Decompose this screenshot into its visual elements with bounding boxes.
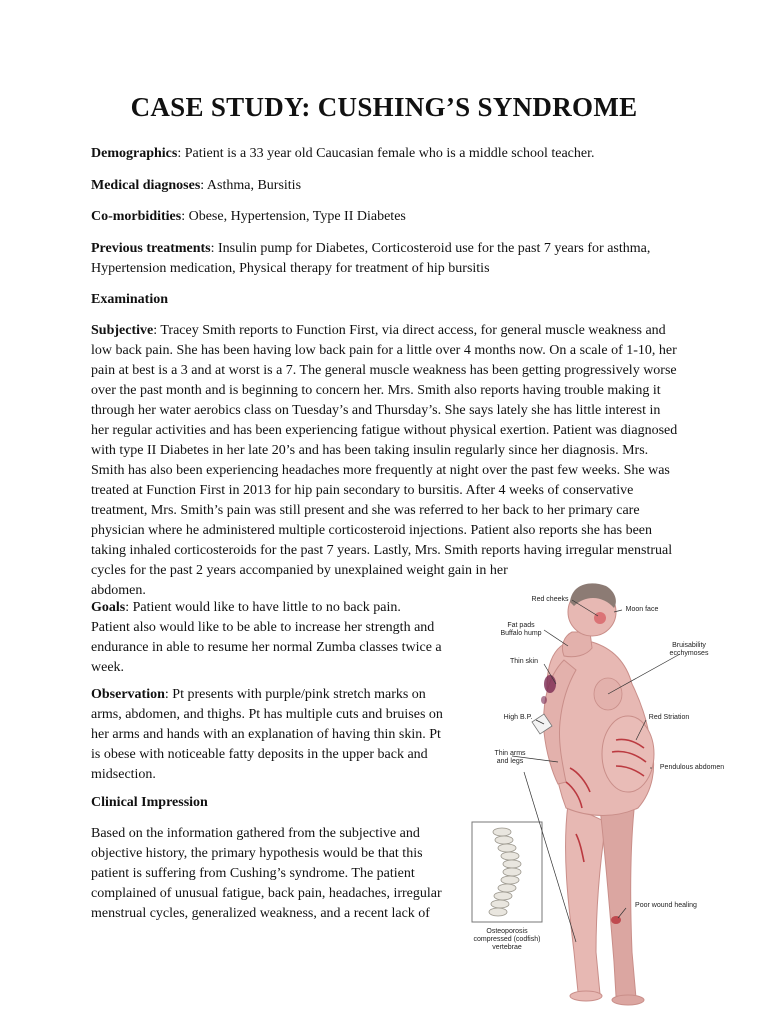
- demographics-label: Demographics: [91, 146, 178, 161]
- label-fat-pads: Fat pads Buffalo hump: [500, 622, 542, 637]
- label-osteoporosis: Osteoporosis compressed (codfish) vertebrae: [473, 928, 541, 951]
- clinical-impression-paragraph: Based on the information gathered from the subjective and objective history, the primary hypothesis would be that this patient is suffering from Cushing’s syndrome. The patient complained of unusual fatigue, back pain, headaches, irregular menstrual cycles, generalized weakness, and a recent lack of: [91, 826, 442, 921]
- label-red-striation: Red Striation: [648, 714, 690, 721]
- demographics-paragraph: [91, 144, 691, 164]
- examination-heading: Examination: [91, 292, 169, 307]
- cushings-illustration: [440, 572, 768, 1012]
- observation-label: Observation: [91, 687, 165, 702]
- label-poor-wound-healing: Poor wound healing: [635, 902, 697, 909]
- goals-label: Goals: [91, 600, 126, 615]
- label-thin-arms: Thin arms and legs: [494, 750, 526, 765]
- medical-diagnoses-label: Medical diagnoses: [91, 178, 201, 193]
- medical-diagnoses-paragraph: [91, 176, 691, 196]
- medical-diagnoses-text: : Asthma, Bursitis: [200, 178, 302, 193]
- observation-text: : Pt presents with purple/pink stretch marks on arms, abdomen, and thighs. Pt has multiple cuts and bruises on her arms and hands with an explanation of having thin skin. Pt is obese with noticeable fatty deposits in the upper back and midsection.: [91, 687, 443, 782]
- page-title: CASE STUDY: CUSHING’S SYNDROME: [130, 92, 638, 122]
- previous-treatments-paragraph: [91, 239, 676, 279]
- subjective-paragraph: [91, 321, 681, 601]
- body-silhouette: [532, 583, 654, 1005]
- goals-text: : Patient would like to have little to no back pain. Patient also would like to be able to increase her strength and endurance in able to resume her normal Zumba classes twice a week.: [91, 600, 442, 675]
- comorbidities-label: Co-morbidities: [91, 209, 182, 224]
- label-bruisability: Bruisability ecchymoses: [669, 642, 709, 657]
- previous-treatments-label: Previous treatments: [91, 241, 211, 256]
- label-high-bp: High B.P.: [503, 714, 533, 721]
- subjective-last-line: abdomen.: [91, 583, 146, 598]
- label-red-cheeks: Red cheeks: [531, 596, 569, 603]
- previous-treatments-text: : Insulin pump for Diabetes, Corticosteroid use for the past 7 years for asthma, Hypertension medication, Physical therapy for treatment of hip bursitis: [91, 241, 651, 276]
- clinical-impression-heading: Clinical Impression: [91, 795, 208, 810]
- observation-paragraph: [91, 685, 443, 785]
- comorbidities-text: : Obese, Hypertension, Type II Diabetes: [181, 209, 406, 224]
- label-moon-face: Moon face: [625, 606, 659, 613]
- goals-paragraph: [91, 598, 443, 678]
- demographics-text: : Patient is a 33 year old Caucasian female who is a middle school teacher.: [177, 146, 595, 161]
- label-pendulous-abdomen: Pendulous abdomen: [659, 764, 725, 771]
- label-thin-skin: Thin skin: [509, 658, 538, 665]
- subjective-label: Subjective: [91, 323, 154, 338]
- subjective-text: : Tracey Smith reports to Function First, via direct access, for general muscle weakness and low back pain. She has been having low back pain for a little over 4 months now. On a scale of 1-10, her pain at best is a 3 and at worst is a 7. The general muscle weakness has been getting progressively worse over the past month and is beginning to concern her. Mrs. Smith also reports having trouble making it through her water aerobics class on Tuesday’s and Thursday’s. She says lately she has little interest in her regular activities and has been experiencing fatigue without physical exertion. Patient was diagnosed with type II Diabetes in her late 20’s and has been taking insulin regularly since her diagnosis. Mrs. Smith has also been experiencing headaches more frequently at night over the past few weeks. She was treated at Function First in 2013 for hip pain secondary to bursitis. After 4 weeks of conservative treatment, Mrs. Smith’s pain was still present and she was referred to her back to her primary care physician where he administered multiple corticosteroid injections. Patient also reports she has been taking inhaled corticosteroids for the past 7 years. Lastly, Mrs. Smith reports having irregular menstrual cycles for the past 2 years accompanied by unexplained weight gain in her: [91, 323, 678, 578]
- comorbidities-paragraph: [91, 207, 691, 227]
- vertebrae-inset: [472, 822, 542, 922]
